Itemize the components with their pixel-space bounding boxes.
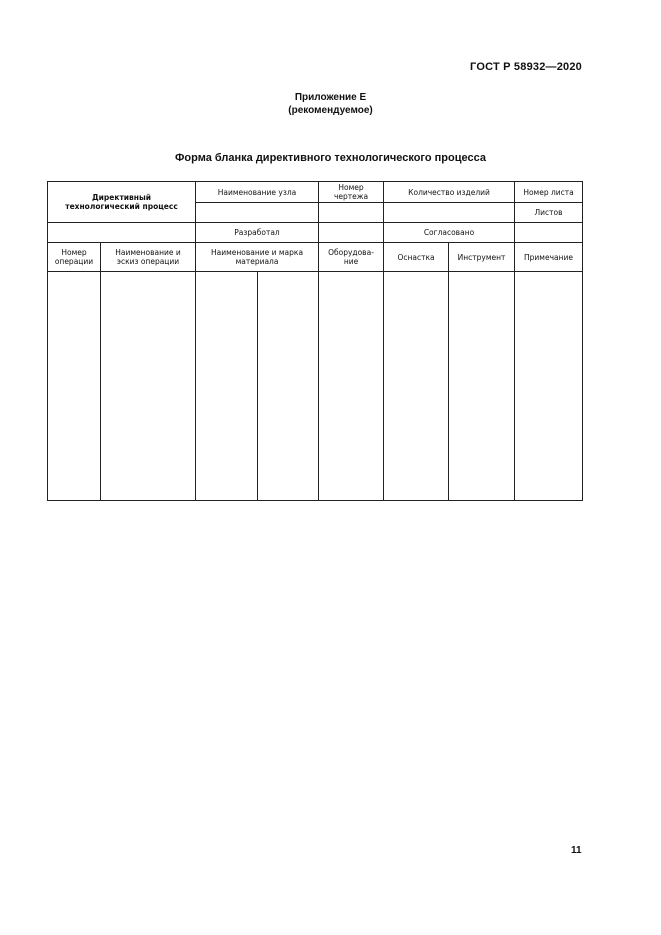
operation-number-line2: операции — [54, 257, 94, 266]
operation-number-header — [48, 243, 101, 272]
operation-name-line2: эскиз операции — [116, 257, 180, 266]
sheet-number-cell: Номер листа — [515, 182, 583, 203]
appendix-title: Приложение Е — [294, 92, 367, 103]
material-name-body — [196, 272, 258, 501]
tooling-header: Оснастка — [384, 243, 449, 272]
directive-process-cell — [48, 182, 196, 223]
unit-name-value — [196, 203, 319, 223]
instrument-body — [449, 272, 515, 501]
directive-label-line2: технологический процесс — [65, 202, 178, 211]
operation-name-header — [101, 243, 196, 272]
equipment-line1: Оборудова- — [328, 248, 374, 257]
quantity-cell: Количество изделий — [384, 182, 515, 203]
drawing-number-value — [319, 203, 384, 223]
appendix-note: (рекомендуемое) — [288, 105, 373, 116]
material-line2: материала — [235, 257, 279, 266]
equipment-body — [319, 272, 384, 501]
directive-label-line1: Директивный — [91, 193, 152, 202]
developed-cell: Разработал — [196, 223, 319, 243]
equipment-header — [319, 243, 384, 272]
material-grade-body — [258, 272, 319, 501]
material-header — [196, 243, 319, 272]
remark-header: Примечание — [515, 243, 583, 272]
form-title: Форма бланка директивного технологического процесса — [175, 152, 486, 164]
form-header-row-1 — [48, 182, 583, 203]
page-number: 11 — [571, 845, 582, 856]
agreed-signature-cell — [515, 223, 583, 243]
remark-body — [515, 272, 583, 501]
drawing-number-line1: Номер — [338, 183, 364, 192]
standard-number: ГОСТ Р 58932—2020 — [470, 61, 582, 73]
drawing-number-line2: чертежа — [333, 192, 369, 201]
operation-name-line1: Наименование и — [115, 248, 181, 257]
drawing-number-cell — [319, 182, 384, 203]
quantity-value — [384, 203, 515, 223]
developed-signature-cell — [319, 223, 384, 243]
tooling-body — [384, 272, 449, 501]
material-line1: Наименование и марка — [210, 248, 304, 257]
appendix-heading — [0, 91, 661, 117]
process-form-table — [47, 181, 583, 501]
agreed-cell: Согласовано — [384, 223, 515, 243]
operation-name-body — [101, 272, 196, 501]
sheets-cell: Листов — [515, 203, 583, 223]
form-header-row-3 — [48, 223, 583, 243]
form-body-row — [48, 272, 583, 501]
blank-cell — [48, 223, 196, 243]
equipment-line2: ние — [343, 257, 359, 266]
operation-number-line1: Номер — [61, 248, 87, 257]
form-column-headers — [48, 243, 583, 272]
instrument-header: Инструмент — [449, 243, 515, 272]
unit-name-cell: Наименование узла — [196, 182, 319, 203]
operation-number-body — [48, 272, 101, 501]
